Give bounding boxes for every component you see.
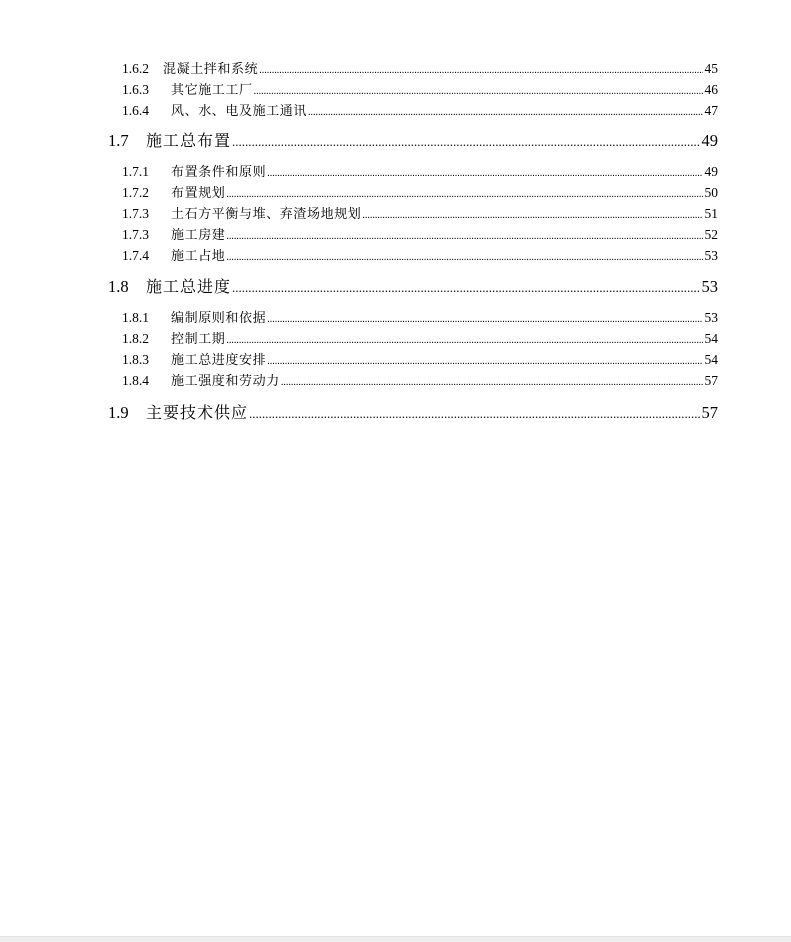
toc-entry-1-9[interactable]: [108, 400, 718, 422]
toc-entry-page-number: 53: [704, 310, 718, 325]
toc-dot-leader: [249, 403, 699, 422]
toc-entry-1-8[interactable]: [108, 274, 718, 296]
toc-entry-title: 编制原则和依据: [171, 311, 267, 325]
toc-entry-page-number: 50: [704, 185, 718, 200]
toc-entry-1-8-3[interactable]: [122, 349, 718, 367]
toc-entry-title: 施工占地: [171, 249, 226, 263]
toc-entry-1-7-2[interactable]: [122, 182, 718, 200]
toc-entry-title: 施工房建: [171, 228, 226, 242]
toc-entry-page-number: 51: [704, 206, 718, 221]
toc-entry-number: 1.8.2: [122, 331, 149, 346]
toc-dot-leader: [362, 206, 702, 221]
toc-entry-number: 1.7: [108, 131, 129, 150]
toc-entry-page-number: 45: [704, 61, 718, 76]
toc-dot-leader: [232, 131, 699, 150]
toc-entry-page-number: 46: [704, 82, 718, 97]
toc-entry-title: 风、水、电及施工通讯: [171, 104, 308, 118]
toc-entry-number: 1.7.3: [122, 206, 149, 221]
toc-dot-leader: [259, 61, 702, 76]
toc-entry-page-number: 54: [704, 331, 718, 346]
toc-entry-number: 1.7.3: [122, 227, 149, 242]
toc-entry-title: 布置条件和原则: [171, 165, 267, 179]
page-bottom-edge: [0, 936, 791, 942]
toc-entry-number: 1.8: [108, 277, 129, 296]
toc-entry-1-8-1[interactable]: [122, 307, 718, 325]
toc-entry-1-8-2[interactable]: [122, 328, 718, 346]
toc-dot-leader: [267, 310, 702, 325]
toc-entry-number: 1.7.4: [122, 248, 149, 263]
toc-entry-1-8-4[interactable]: [122, 370, 718, 388]
toc-entry-number: 1.7.2: [122, 185, 149, 200]
toc-entry-page-number: 57: [701, 403, 718, 422]
toc-entry-1-7-3b[interactable]: [122, 224, 718, 242]
toc-entry-number: 1.6.3: [122, 82, 149, 97]
toc-entry-title: 布置规划: [171, 186, 226, 200]
toc-dot-leader: [226, 331, 702, 346]
toc-entry-title: 施工总进度安排: [171, 353, 267, 367]
toc-entry-title: 其它施工工厂: [171, 83, 253, 97]
toc-entry-title: 施工总布置: [146, 131, 232, 150]
toc-entry-1-7-3[interactable]: [122, 203, 718, 221]
toc-dot-leader: [267, 164, 702, 179]
toc-dot-leader: [226, 248, 702, 263]
toc-dot-leader: [226, 227, 702, 242]
toc-entry-title: 施工总进度: [146, 277, 232, 296]
toc-entry-page-number: 49: [704, 164, 718, 179]
toc-entry-1-7[interactable]: [108, 128, 718, 150]
toc-entry-page-number: 47: [704, 103, 718, 118]
toc-dot-leader: [254, 82, 703, 97]
toc-entry-page-number: 57: [704, 373, 718, 388]
toc-entry-page-number: 54: [704, 352, 718, 367]
toc-entry-number: 1.6.2: [122, 61, 149, 76]
toc-entry-number: 1.7.1: [122, 164, 149, 179]
toc-dot-leader: [281, 373, 703, 388]
toc-dot-leader: [232, 277, 699, 296]
toc-entry-page-number: 52: [704, 227, 718, 242]
toc-entry-1-6-4[interactable]: [122, 100, 718, 118]
toc-dot-leader: [308, 103, 702, 118]
toc-entry-1-7-1[interactable]: [122, 161, 718, 179]
toc-entry-title: 主要技术供应: [146, 403, 249, 422]
toc-entry-number: 1.9: [108, 403, 129, 422]
toc-dot-leader: [267, 352, 702, 367]
toc-dot-leader: [226, 185, 702, 200]
toc-entry-number: 1.8.1: [122, 310, 149, 325]
toc-entry-title: 土石方平衡与堆、弃渣场地规划: [171, 207, 362, 221]
toc-entry-title: 施工强度和劳动力: [171, 374, 280, 388]
toc-entry-number: 1.6.4: [122, 103, 149, 118]
toc-entry-number: 1.8.3: [122, 352, 149, 367]
toc-entry-1-6-2[interactable]: [122, 58, 718, 76]
toc-entry-title: 控制工期: [171, 332, 226, 346]
toc-entry-page-number: 49: [701, 131, 718, 150]
toc-entry-page-number: 53: [704, 248, 718, 263]
toc-entry-page-number: 53: [701, 277, 718, 296]
toc-entry-1-7-4[interactable]: [122, 245, 718, 263]
toc-entry-number: 1.8.4: [122, 373, 149, 388]
toc-entry-title: 混凝土拌和系统: [163, 62, 259, 76]
toc-entry-1-6-3[interactable]: [122, 79, 718, 97]
